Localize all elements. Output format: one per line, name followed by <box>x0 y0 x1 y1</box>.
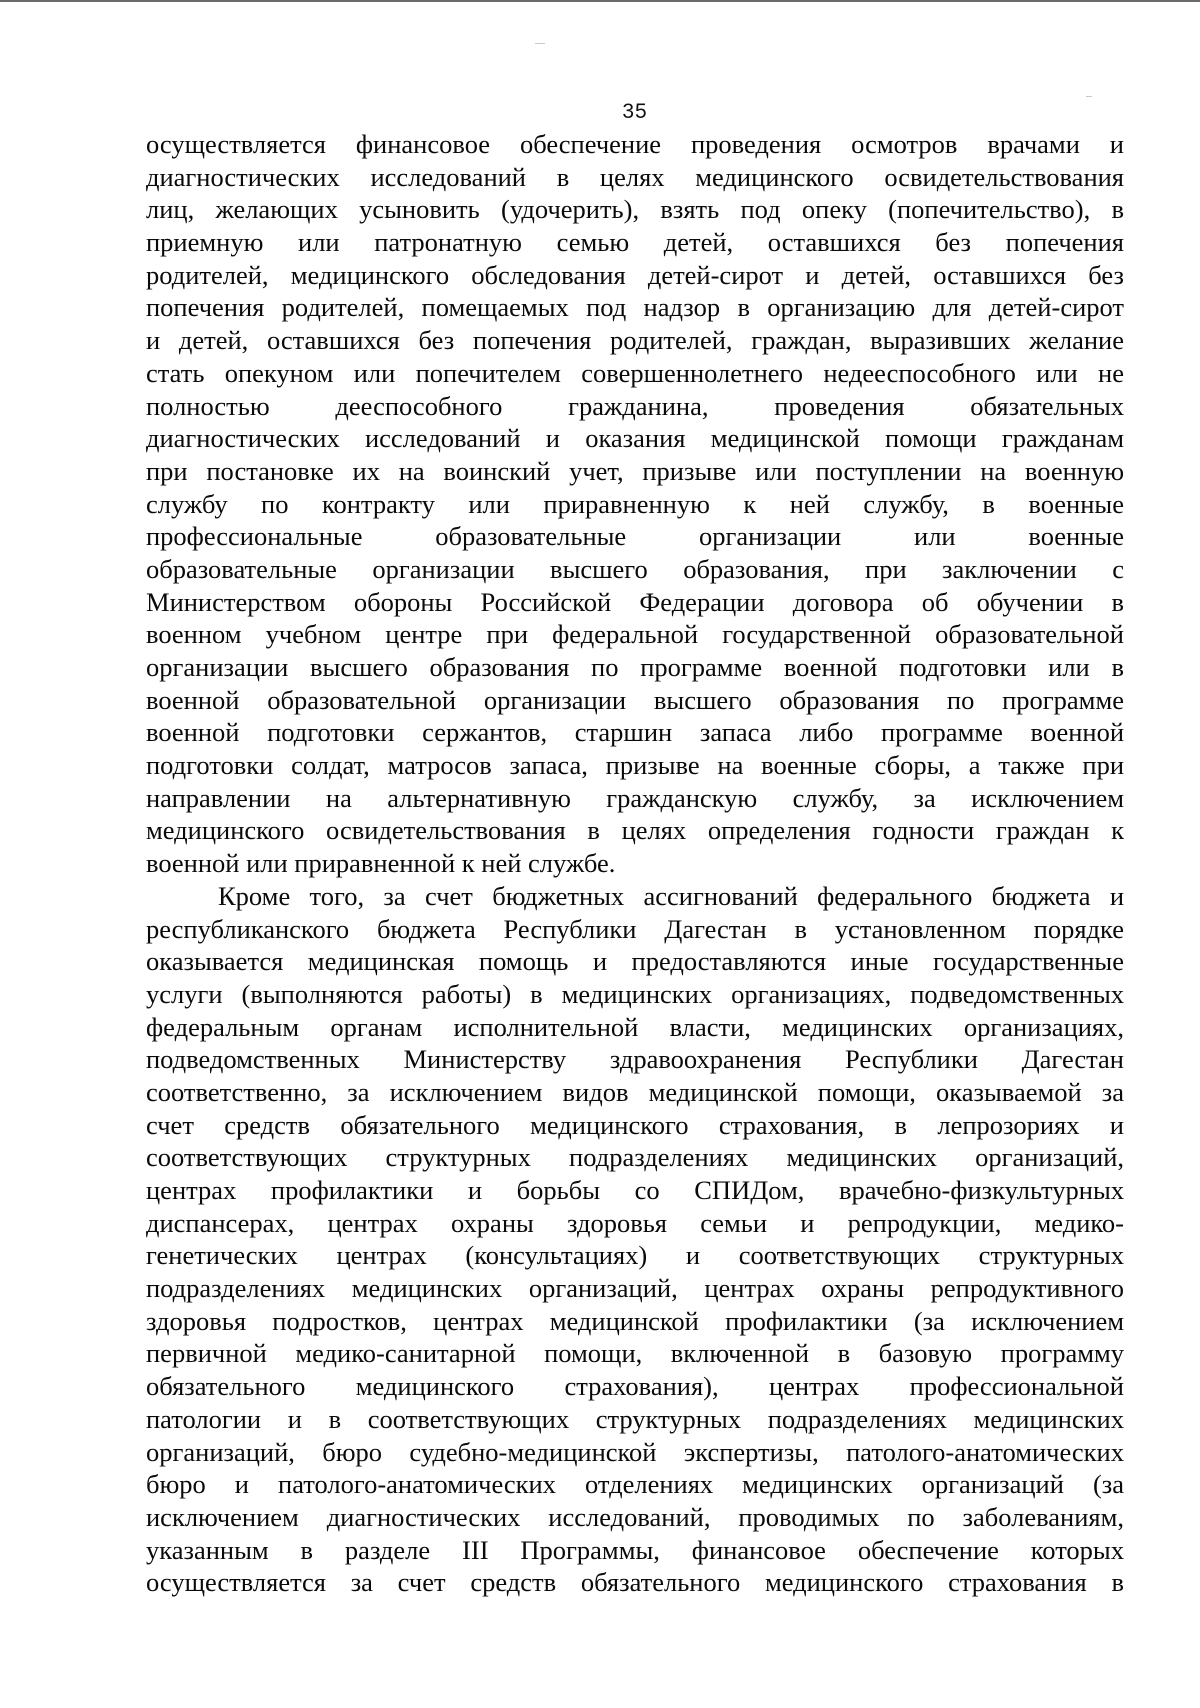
text-line: направлении на альтернативную гражданскую службу, за исключением <box>146 782 1124 813</box>
text-line: подразделениях медицинских организаций, центрах охраны репродуктивного <box>146 1273 1124 1304</box>
text-line: центрах профилактики и борьбы со СПИДом, врачебно-физкультурных <box>146 1175 1124 1205</box>
text-line: диагностических исследований и оказания медицинской помощи гражданам <box>146 423 1124 454</box>
text-line: полностью дееспособного гражданина, проведения обязательных <box>146 390 1124 421</box>
paragraph <box>146 880 1124 1599</box>
text-line: приемную или патронатную семью детей, оставшихся без попечения <box>146 227 1124 258</box>
text-line: службу по контракту или приравненную к ней службу, в военные <box>146 488 1124 519</box>
text-line: подготовки солдат, матросов запаса, призыве на военные сборы, а также при <box>146 750 1124 781</box>
text-line: диагностических исследований в целях медицинского освидетельствования <box>146 161 1124 192</box>
text-line: услуги (выполняются работы) в медицинских организациях, подведомственных <box>146 978 1124 1009</box>
text-line: военном учебном центре при федеральной государственной образовательной <box>146 619 1124 650</box>
text-line: исключением диагностических исследований, проводимых по заболеваниям, <box>146 1501 1124 1532</box>
text-line: Кроме того, за счет бюджетных ассигнований федерального бюджета и <box>218 880 1124 911</box>
text-line: соответствующих структурных подразделениях медицинских организаций, <box>146 1142 1124 1173</box>
text-line: и детей, оставшихся без попечения родителей, граждан, выразивших желание <box>146 325 1124 356</box>
text-line: осуществляется финансовое обеспечение проведения осмотров врачами и <box>146 129 1124 159</box>
text-line: стать опекуном или попечителем совершеннолетнего недееспособного или не <box>146 357 1124 388</box>
text-line: организации высшего образования по программе военной подготовки или в <box>146 652 1124 682</box>
text-line: осуществляется за счет средств обязательного медицинского страхования в <box>146 1567 1124 1598</box>
text-line: первичной медико-санитарной помощи, включенной в базовую программу <box>146 1338 1124 1369</box>
text-line: счет средств обязательного медицинского страхования, в лепрозориях и <box>146 1109 1124 1140</box>
text-line: диспансерах, центрах охраны здоровья семьи и репродукции, медико- <box>146 1207 1124 1238</box>
text-line: здоровья подростков, центрах медицинской профилактики (за исключением <box>146 1305 1124 1336</box>
text-line: подведомственных Министерству здравоохранения Республики Дагестан <box>146 1044 1124 1075</box>
text-line: соответственно, за исключением видов медицинской помощи, оказываемой за <box>146 1076 1124 1107</box>
text-line: бюро и патолого-анатомических отделениях медицинских организаций (за <box>146 1469 1124 1500</box>
text-line: военной образовательной организации высшего образования по программе <box>146 684 1124 715</box>
text-line: профессиональные образовательные организации или военные <box>146 521 1124 552</box>
text-line: патологии и в соответствующих структурных подразделениях медицинских <box>146 1403 1124 1434</box>
page-number: 35 <box>622 100 648 123</box>
text-line: родителей, медицинского обследования детей-сирот и детей, оставшихся без <box>146 259 1124 290</box>
text-line: военной подготовки сержантов, старшин запаса либо программе военной <box>146 717 1124 748</box>
text-line: при постановке их на воинский учет, призыве или поступлении на военную <box>146 455 1124 486</box>
text-line: образовательные организации высшего образования, при заключении с <box>146 553 1124 584</box>
scan-speck <box>535 43 545 44</box>
text-line: военной или приравненной к ней службе. <box>146 848 616 879</box>
text-line: генетических центрах (консультациях) и соответствующих структурных <box>146 1240 1124 1271</box>
text-line: организаций, бюро судебно-медицинской экспертизы, патолого-анатомических <box>146 1436 1124 1467</box>
text-line: лиц, желающих усыновить (удочерить), взять под опеку (попечительство), в <box>146 194 1124 225</box>
text-line: обязательного медицинского страхования), центрах профессиональной <box>146 1371 1124 1402</box>
text-line: республиканского бюджета Республики Дагестан в установленном порядке <box>146 913 1124 944</box>
text-line: указанным в разделе III Программы, финансовое обеспечение которых <box>146 1534 1124 1565</box>
text-line: медицинского освидетельствования в целях определения годности граждан к <box>146 815 1124 846</box>
text-line: оказывается медицинская помощь и предоставляются иные государственные <box>146 946 1124 977</box>
paragraph <box>146 128 1124 880</box>
text-line: попечения родителей, помещаемых под надзор в организацию для детей-сирот <box>146 292 1124 323</box>
body-text <box>146 128 1124 1599</box>
text-line: федеральным органам исполнительной власти, медицинских организациях, <box>146 1011 1124 1042</box>
text-line: Министерством обороны Российской Федерации договора об обучении в <box>146 586 1124 617</box>
scan-top-edge <box>0 0 1200 2</box>
scan-speck <box>1086 96 1092 97</box>
